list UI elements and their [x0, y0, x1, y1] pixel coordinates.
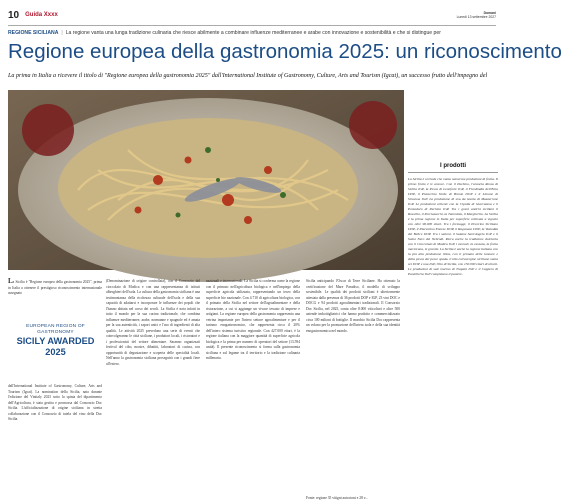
products-sidebar	[408, 160, 498, 494]
article-column-1-top	[8, 279, 102, 309]
article-column-3	[206, 279, 300, 493]
pasta-with-sardines-dish-icon	[8, 90, 404, 270]
sidebar-body	[408, 177, 498, 495]
article-title: Regione europea della gastronomia 2025: un riconoscimento	[8, 40, 562, 63]
article-lead: a Sicilia è "Regione europea della gastronomia 2025", prima in Italia a ottenere il prestigioso riconoscimento internazionale assegnato	[8, 280, 102, 295]
masthead-date	[457, 11, 496, 19]
page-number: 10	[8, 9, 20, 21]
article-subtitle: La prima in Italia a ricevere il titolo di "Regione europea della gastronomia 2025" dall'International Institute of Gastronomy, Culture, Arts and Tourism (Igcat), un successo frutto dell'impegno del	[8, 73, 488, 79]
kicker-text: La regione vanta una lunga tradizione culinaria che riesce abilmente a combinare influenze mediterranee e arabe con innovazione e sostenibilità e che si distingue per	[65, 30, 441, 36]
drop-cap: L	[8, 277, 13, 285]
kicker-separator: |	[61, 30, 63, 36]
dish-photo	[8, 90, 404, 270]
article-column-1-bottom	[8, 384, 102, 494]
article-paragraph: nazionali e internazionali. La Sicilia si conferma come la regione con il primato nell'agricoltura biologica e nell'impiego della superficie agricola utilizzata, rappresentando un terzo della superficie bio nazionale. Con 4.710 di agricoltura biologica, con il primato della Sicilia nel settore dell'agroalimentare e della ristorazione, a cui si aggiunge un vivace tessuto di imprese e artigiani. La regione europea della gastronomia rappresenta una vetrina importante per l'intero settore agroalimentare e per il turismo enogastronomico, che rappresenta circa il 20% dell'intero sistema turistico regionale. Con 427.000 ettari, è la regione italiana con la maggiore quantità di superficie agricola biologica e la prima per numero di operatori del settore (13.594 unità). Il presente riconoscimento si forma sulla gastronomia siciliana e sul legame tra il territorio e la tradizione culinaria millenaria.	[206, 279, 300, 360]
article-paragraph: (Denominazione di origine controllata), con il Consorzio del cioccolato di Modica e con una rappresentanza di istituti alberghieri dell'isola. La cultura della gastronomia siciliana è una testimonianza della ricchezza culturale dell'isola e della sua capacità di adattarsi e incorporare le influenze dei popoli che l'hanno abitata nel corso dei secoli. La Sicilia è nota infatti in tutto il mondo per la sua cucina tradizionale, che combina influenze mediterranee, arabe, normanne e spagnole ed è amata per la sua autenticità, i sapori unici e l'uso di ingredienti di alta qualità. Le attività 2025 prevedono una serie di eventi che coinvolgeranno le città siciliane, i produttori locali, i ristoratori e i professionisti del settore alimentare. Saranno organizzati festival del cibo, mostre, dibattiti, laboratori di cucina, con opportunità di degustazione e scoperta delle specialità locali. Nell'anno la gastronomia siciliana proseguirà con i grandi fiere all'estero.	[106, 279, 200, 366]
header-divider	[8, 25, 496, 26]
issue-date: Lunedi 13 settembre 2027	[456, 15, 496, 19]
page-header	[8, 8, 496, 22]
award-logo	[8, 320, 103, 380]
article-paragraph: Sicilia anticipando l'Oscar di Terre Siciliane. Ha ottenuto la certificazione del Mare Paradiso, il modello di sviluppo sostenibile. Le qualità dei prodotti siciliani è ulteriormente attestata dalla presenza di 36 prodotti DOP e IGP, 23 vini DOC e DOCG e 94 prodotti agroalimentari tradizionali. Il Consorzio Doc Sicilia, nel 2025, conta oltre 8.000 viticoltori e oltre 500 aziende imbottigliatrici che hanno prodotto e commercializzato circa 100 milioni di bottiglie. Il marchio Sicilia Doc rappresenta un volano per la promozione dell'intera isola e della sua identità enogastronomica nel mondo.	[306, 279, 400, 333]
sidebar-title: I prodotti	[408, 160, 498, 173]
kicker	[8, 28, 496, 38]
footer-note: Fonte: regione 35 vitigni autoctoni e 28 v...	[306, 496, 369, 500]
section-label: Guida Xxxx	[25, 12, 58, 18]
article-column-2	[106, 279, 200, 493]
award-caption: EUROPEAN REGION OF GASTRONOMY	[26, 324, 85, 335]
award-year: SICILY AWARDED 2025	[16, 336, 95, 357]
masthead-name: Domani	[483, 10, 496, 15]
article-paragraph: dall'International Institute of Gastronomy, Culture, Arts and Tourism (Igcat). La nomination della Sicilia, nata durante l'edizione del Vinitaly 2023 sotto la spinta del dipartimento dell'Agricoltura, è stata gestita e promossa dal Consorzio Doc Sicilia. L'ufficializzazione di origine siciliana in stretta collaborazione con il Consorzio di tutela del vino della Doc Sicilia.	[8, 384, 102, 421]
article-column-4	[306, 279, 400, 495]
sidebar-paragraph: La Sicilia è un'isola che vanta numerose produzioni di frutta. Il primo frutto è le arance. Con il Pachino, l'arancia Rossa di Sicilia IGP, la Pesca di Leonforte IGP, il Ficodindia dell'Etna DOP, il Pistacchio Verde di Bronte DOP e il Limone di Siracusa IGP. La produzione di uva da tavola di Mazzarrone IGP. Le produzioni orticole con la Cipolla di Giarratana e il Pomodoro di Pachino IGP. Tra i grani antichi siciliani il Russello, il Perciasacchi, la Tumminia, il Margherito. La Sicilia è la prima regione in Italia per superficie coltivata a vigneto con oltre 98.000 ettari. Tra i formaggi, il Pecorino Siciliano DOP, il Piacentinu Ennese DOP, il Ragusano DOP, la Vastedda del Belice DOP. Tra i salumi, il Salame Sant'Angelo IGP e il Suino Nero dei Nebrodi. Ricca anche la tradizione dolciaria con il Cioccolato di Modica IGP, i cannoli, la cassata, la frutta martorana, le granite. La Sicilia è anche la regione italiana con la più alta produzione ittica, con il primato delle tonnare e della pesca del pesce spada. L'olio extravergine siciliano vanta sei DOP e una IGP, Olio di Sicilia, con 150.000 ettari di uliveti. Le produzioni di sale marino di Trapani IGP e il Cappero di Pantelleria IGP completano il paniere.	[408, 177, 498, 276]
kicker-tag: REGIONE SICILIANA	[8, 30, 59, 36]
